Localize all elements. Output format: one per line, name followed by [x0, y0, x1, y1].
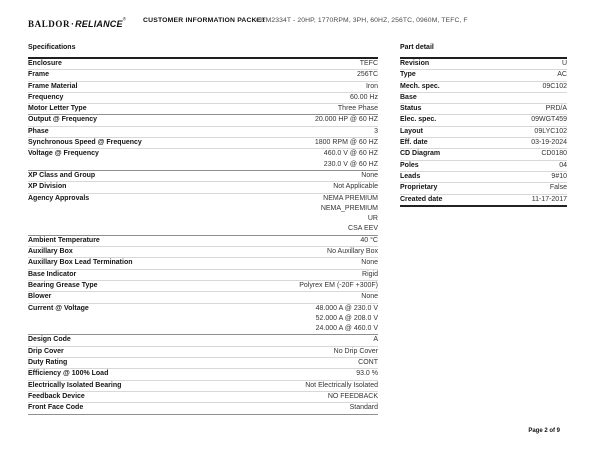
spec-row — [28, 392, 378, 403]
part-row-value-line: 9#10 — [551, 172, 567, 180]
spec-row-label: Motor Letter Type — [28, 105, 87, 113]
spec-row-value-line: CSA EEV — [348, 225, 378, 233]
spec-row-value-line: 230.0 V @ 60 HZ — [323, 160, 378, 168]
spec-row-label: Enclosure — [28, 60, 62, 67]
spec-row-label: Bearing Grease Type — [28, 281, 98, 289]
spec-row-value-line: Standard — [349, 404, 378, 412]
part-row — [400, 115, 567, 126]
part-row-value — [419, 161, 567, 171]
spec-row-value-line: Iron — [365, 82, 378, 90]
spec-row-value — [95, 171, 378, 181]
part-row-label: Revision — [400, 60, 430, 67]
spec-row-label: Efficiency @ 100% Load — [28, 370, 109, 378]
spec-row-value-line: NEMA PREMIUM — [323, 194, 378, 202]
part-row — [400, 138, 567, 149]
part-row — [400, 104, 567, 115]
spec-row-label: Current @ Voltage — [28, 304, 89, 312]
part-row-label: Layout — [400, 127, 423, 135]
spec-row-group — [28, 115, 378, 170]
spec-row-label: Voltage @ Frequency — [28, 150, 99, 158]
part-row-value-line: CD0180 — [541, 150, 567, 158]
spec-row-group — [28, 59, 378, 115]
spec-row-value — [98, 281, 378, 291]
spec-row-value-line: 460.0 V @ 60 HZ — [323, 150, 378, 158]
spec-row — [28, 82, 378, 93]
brand-logo-reliance: RELIANCE — [75, 19, 123, 29]
part-row — [400, 82, 567, 93]
spec-row-value — [51, 292, 378, 302]
part-row-value-line — [417, 93, 567, 103]
spec-row-label: Blower — [28, 293, 52, 301]
spec-row-value-line: 60.00 Hz — [349, 93, 378, 101]
spec-row-value — [71, 335, 378, 345]
part-row-value — [429, 59, 567, 69]
part-row-label: Type — [400, 71, 416, 79]
part-row-value — [421, 104, 567, 114]
spec-row-value-line: NO FEEDBACK — [327, 392, 378, 400]
part-row-group — [400, 59, 567, 207]
part-row-value-line: AC — [557, 71, 567, 79]
part-row-value — [417, 93, 567, 103]
part-row-value-line: PRD/A — [545, 105, 567, 113]
spec-row-value — [67, 358, 378, 368]
spec-row-value — [85, 392, 378, 402]
part-row-label: CD Diagram — [400, 150, 441, 158]
spec-row — [28, 270, 378, 281]
spec-row — [28, 70, 378, 81]
spec-row-label: Ambient Temperature — [28, 236, 100, 244]
brand-logo-separator: · — [71, 19, 75, 29]
spec-row — [28, 358, 378, 369]
spec-row-value-line: Polyrex EM (-20F +300F) — [299, 281, 378, 289]
part-detail-table — [400, 57, 567, 207]
spec-row-value — [142, 138, 378, 148]
spec-row — [28, 369, 378, 380]
spec-row — [28, 127, 378, 138]
spec-row-value — [99, 149, 378, 170]
part-row-value — [428, 138, 567, 148]
page-number: Page 2 of 9 — [528, 428, 560, 434]
spec-row-value-line: A — [373, 336, 378, 344]
part-row-value-line: 09LYC102 — [534, 127, 567, 135]
part-row-label: Mech. spec. — [400, 82, 440, 90]
part-detail-section — [400, 44, 567, 207]
part-row-value — [437, 183, 567, 193]
spec-row-value — [133, 258, 378, 268]
spec-row-value-line: 20.000 HP @ 60 HZ — [314, 116, 378, 124]
spec-row — [28, 149, 378, 171]
spec-row-value — [49, 127, 378, 137]
spec-row — [28, 292, 378, 303]
part-row — [400, 195, 567, 207]
part-row-value-line: U — [561, 60, 567, 67]
part-row-label: Proprietary — [400, 184, 438, 192]
spec-row — [28, 281, 378, 292]
spec-row-value-line: 1800 RPM @ 60 HZ — [314, 139, 378, 147]
spec-row-label: Auxillary Box Lead Termination — [28, 259, 133, 267]
part-row — [400, 149, 567, 160]
part-row-label: Leads — [400, 172, 421, 180]
spec-row — [28, 347, 378, 358]
part-row-value — [423, 127, 567, 137]
spec-row-value-line: Not Applicable — [333, 183, 378, 191]
product-summary: CEM2334T - 20HP, 1770RPM, 3PH, 60HZ, 256TC, 0960M, TEFC, F — [256, 16, 468, 24]
spec-row-value-line: CONT — [358, 359, 378, 367]
spec-row-label: Front Face Code — [28, 404, 84, 412]
spec-row-value — [49, 70, 378, 80]
part-row — [400, 59, 567, 70]
part-row — [400, 183, 567, 194]
registered-trademark-icon: ® — [122, 16, 127, 22]
spec-row-value-line: Three Phase — [337, 105, 378, 113]
part-row — [400, 161, 567, 172]
spec-row-value-line: 52.000 A @ 208.0 V — [315, 314, 378, 322]
spec-row-value — [76, 270, 378, 280]
spec-row-value-line: 93.0 % — [356, 370, 378, 378]
part-row-value-line: 09C102 — [542, 82, 567, 90]
part-detail-heading: Part detail — [400, 44, 434, 51]
spec-row — [28, 335, 378, 346]
part-row-value — [436, 115, 567, 125]
spec-row-group — [28, 171, 378, 236]
spec-row — [28, 182, 378, 193]
spec-row-label: Drip Cover — [28, 347, 64, 355]
part-row-label: Eff. date — [400, 139, 428, 147]
spec-row — [28, 194, 378, 236]
spec-row-label: Electrically Isolated Bearing — [28, 381, 122, 389]
spec-row-label: Feedback Device — [28, 392, 85, 400]
spec-row-value — [62, 59, 378, 69]
spec-row-value-line: Not Electrically Isolated — [305, 381, 378, 389]
spec-row-value-line: TEFC — [359, 60, 378, 67]
part-row-value-line: 11-17-2017 — [531, 195, 567, 203]
spec-row-value — [63, 93, 378, 103]
part-row — [400, 93, 567, 104]
spec-row-label: Base Indicator — [28, 270, 77, 278]
brand-logo-baldor: BALDOR — [28, 19, 71, 29]
part-row-value — [420, 172, 567, 182]
part-row — [400, 70, 567, 81]
spec-row — [28, 247, 378, 258]
spec-row-label: Agency Approvals — [28, 194, 90, 202]
part-row-label: Elec. spec. — [400, 116, 437, 124]
specifications-heading: Specifications — [28, 44, 76, 51]
document-title: CUSTOMER INFORMATION PACKET — [143, 16, 266, 24]
part-row — [400, 172, 567, 183]
spec-row-value-line: 40 °C — [360, 236, 378, 244]
part-row-label: Created date — [400, 195, 443, 203]
spec-row-value-line: 24.000 A @ 460.0 V — [315, 325, 378, 333]
spec-row-value — [121, 381, 378, 391]
spec-row-value — [89, 304, 378, 335]
spec-row-value — [64, 347, 378, 357]
spec-row-value — [83, 403, 378, 413]
spec-row — [28, 115, 378, 126]
spec-row-value — [108, 369, 378, 379]
spec-row-value-line: None — [361, 259, 378, 267]
spec-row — [28, 258, 378, 269]
spec-row — [28, 104, 378, 115]
spec-row-value — [87, 104, 378, 114]
spec-row — [28, 93, 378, 104]
spec-row-value — [66, 182, 378, 192]
part-row-value-line: 04 — [559, 161, 567, 169]
spec-row — [28, 236, 378, 247]
spec-row-value-line: No Drip Cover — [333, 347, 378, 355]
spec-row-label: XP Class and Group — [28, 171, 96, 179]
spec-row-group — [28, 236, 378, 336]
spec-row-label: Frequency — [28, 93, 64, 101]
spec-row-value — [89, 194, 378, 235]
spec-row — [28, 59, 378, 70]
spec-row-value-line: UR — [367, 215, 378, 223]
part-row-label: Status — [400, 105, 422, 113]
spec-row-label: XP Division — [28, 183, 67, 191]
part-row-value-line: 03-19-2024 — [531, 139, 567, 147]
part-row-value — [440, 82, 567, 92]
part-row-value-line: False — [549, 184, 567, 192]
spec-row-label: Output @ Frequency — [28, 116, 98, 124]
spec-row-value-line: NEMA_PREMIUM — [320, 204, 378, 212]
spec-row-value-line: 256TC — [356, 71, 378, 79]
spec-row-value-line: 3 — [374, 127, 378, 135]
spec-row-value — [100, 236, 378, 246]
part-row-value-line: 09WGT459 — [531, 116, 567, 124]
spec-row-value — [73, 247, 378, 257]
spec-row-label: Frame Material — [28, 82, 78, 90]
spec-row-label: Auxillary Box — [28, 248, 73, 256]
spec-row-label: Duty Rating — [28, 359, 68, 367]
spec-row-label: Phase — [28, 127, 49, 135]
spec-row-label: Synchronous Speed @ Frequency — [28, 139, 142, 147]
part-row-value — [416, 70, 567, 80]
part-row-value — [440, 149, 567, 159]
spec-row-label: Design Code — [28, 336, 71, 344]
brand-logo — [28, 14, 126, 32]
spec-row-value-line: None — [361, 171, 378, 179]
spec-row-value — [77, 82, 378, 92]
specifications-section — [28, 44, 378, 415]
part-row-label: Base — [400, 93, 417, 101]
part-row-label: Poles — [400, 161, 419, 169]
spec-row-group — [28, 335, 378, 414]
spec-row — [28, 171, 378, 182]
part-row-value — [442, 195, 567, 205]
spec-row-value-line: No Auxillary Box — [327, 248, 378, 256]
spec-row-value-line: None — [361, 293, 378, 301]
spec-row-label: Frame — [28, 71, 50, 79]
spec-row — [28, 403, 378, 414]
part-row — [400, 127, 567, 138]
specifications-table — [28, 57, 378, 415]
spec-row-value-line: 48.000 A @ 230.0 V — [315, 304, 378, 312]
spec-row — [28, 381, 378, 392]
spec-row-value — [97, 115, 378, 125]
spec-row-value-line: Rigid — [362, 270, 378, 278]
spec-row — [28, 138, 378, 149]
spec-row — [28, 304, 378, 336]
